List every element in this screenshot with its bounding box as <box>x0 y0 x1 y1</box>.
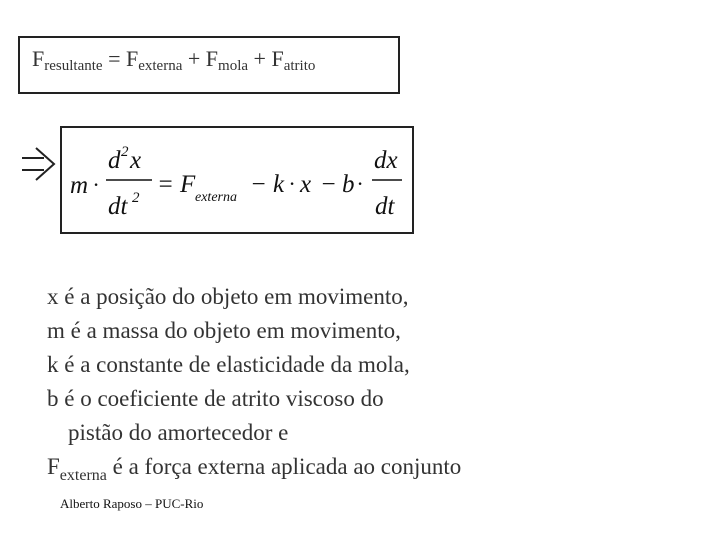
eq1-F4: F <box>271 46 284 71</box>
eq2-dt2-dt: dt <box>108 193 128 220</box>
definition-b: b é o coeficiente de atrito viscoso do <box>47 386 384 411</box>
eq2-b: b <box>342 171 355 198</box>
eq1-equals: = <box>108 46 121 71</box>
footer-credit: Alberto Raposo – PUC-Rio <box>60 496 204 511</box>
resultant-force-equation-box <box>18 36 400 94</box>
eq1-sub-resultante: resultante <box>44 58 103 74</box>
definition-m: m é a massa do objeto em movimento, <box>47 318 401 343</box>
eq2-d2x-sup: 2 <box>121 144 129 160</box>
eq2-equals: = <box>157 171 174 198</box>
resultant-force-equation <box>32 46 315 75</box>
differential-equation-box <box>60 126 414 234</box>
eq1-sub-atrito: atrito <box>283 58 316 74</box>
differential-equation <box>70 128 410 232</box>
eq2-dot2: · <box>289 171 295 196</box>
eq2-dot1: · <box>93 172 99 197</box>
eq2-dt2-sup: 2 <box>132 190 140 206</box>
eq2-dx: dx <box>374 147 398 174</box>
eq2-dt: dt <box>375 193 395 220</box>
eq1-sub-mola: mola <box>218 58 249 74</box>
eq2-F: F <box>180 171 196 198</box>
eq2-x: x <box>300 171 312 198</box>
eq2-minus2: − <box>320 171 337 198</box>
definition-f-subscript: externa <box>59 467 107 484</box>
eq1-F2: F <box>125 46 139 71</box>
definition-f-symbol: F <box>47 454 60 479</box>
eq1-plus1: + <box>187 46 201 71</box>
variable-definitions <box>47 280 461 493</box>
definition-k: k é a constante de elasticidade da mola, <box>47 352 410 377</box>
definition-x: x é a posição do objeto em movimento, <box>47 284 409 309</box>
eq2-k: k <box>273 171 285 198</box>
eq2-F-sub: externa <box>195 190 237 205</box>
definition-f-externa <box>47 450 461 493</box>
eq1-F3: F <box>205 46 219 71</box>
definition-b-continued: pistão do amortecedor e <box>68 420 289 445</box>
eq1-sub-externa: externa <box>138 58 183 74</box>
eq2-minus1: − <box>250 171 267 198</box>
eq1-F1: F <box>32 46 45 71</box>
eq2-m: m <box>70 172 89 199</box>
eq2-dot3: · <box>357 171 363 196</box>
implies-arrow-icon <box>20 146 60 182</box>
eq1-plus2: + <box>253 46 266 71</box>
eq2-d2x-x: x <box>130 147 142 174</box>
definition-f-text: é a força externa aplicada ao conjunto <box>106 454 462 479</box>
eq2-d2x-d: d <box>108 147 121 174</box>
